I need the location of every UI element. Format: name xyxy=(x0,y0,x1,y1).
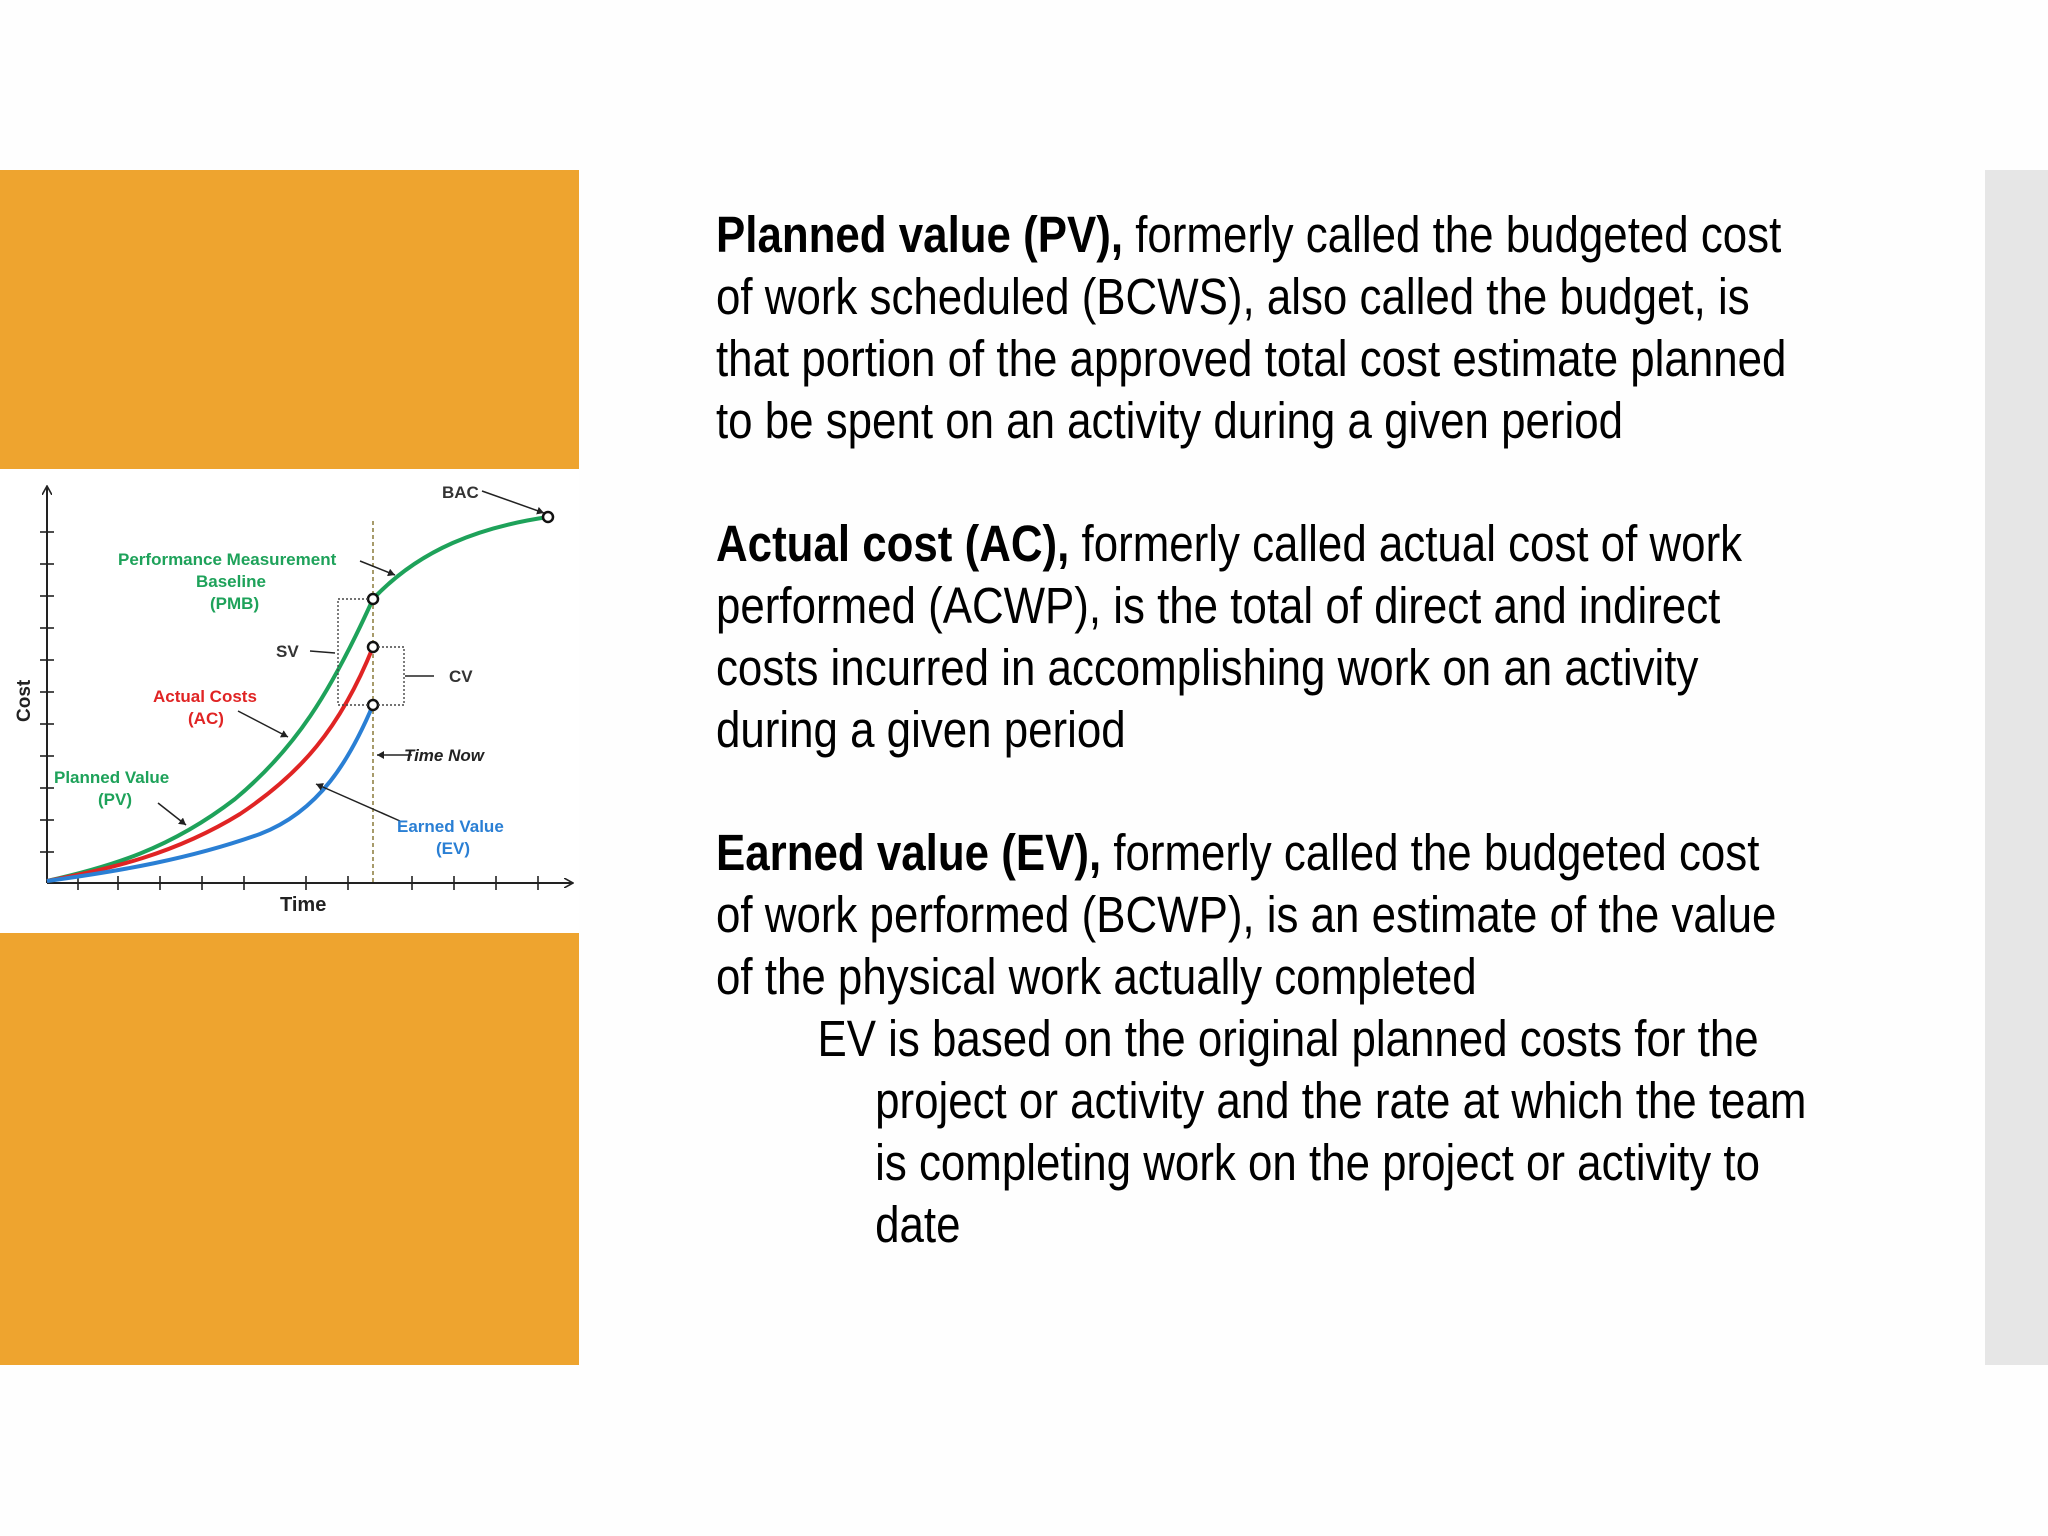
bac-leader xyxy=(482,491,544,513)
pv-line-4: to be spent on an activity during a given period xyxy=(716,392,1624,449)
earned-value-diagram xyxy=(0,469,579,933)
ac-definition xyxy=(716,513,1748,761)
ac-label-line1: Actual Costs xyxy=(153,687,257,706)
ev-leader xyxy=(316,784,400,821)
ev-sub-line-4: date xyxy=(875,1196,961,1253)
ev-label-line2: (EV) xyxy=(436,839,470,858)
ev-line-1-rest: formerly called the budgeted cost xyxy=(1101,824,1760,881)
bac-marker xyxy=(543,512,553,522)
ev-line-1 xyxy=(716,822,1760,884)
cv-label: CV xyxy=(449,667,473,686)
pv-label-line1: Planned Value xyxy=(54,768,170,787)
ev-sub-line-2: project or activity and the rate at which the team xyxy=(875,1072,1807,1129)
ac-leader xyxy=(238,711,288,737)
side-bar xyxy=(1985,170,2048,1365)
ev-definition xyxy=(716,822,1807,1256)
pv-label-line2: (PV) xyxy=(98,790,132,809)
ac-term: Actual cost (AC), xyxy=(716,515,1070,572)
ev-term: Earned value (EV), xyxy=(716,824,1102,881)
ev-sub-line-3: is completing work on the project or activity to xyxy=(875,1134,1760,1191)
ac-label-line2: (AC) xyxy=(188,709,224,728)
ac-curve xyxy=(47,647,373,881)
pv-line-2: of work scheduled (BCWS), also called the budget, is xyxy=(716,268,1750,325)
sv-label: SV xyxy=(276,642,299,661)
ac-line-3: costs incurred in accomplishing work on an activity xyxy=(716,639,1699,696)
pv-leader xyxy=(158,803,186,825)
bac-label: BAC xyxy=(442,483,479,502)
pv-line-1-rest: formerly called the budgeted cost xyxy=(1123,206,1782,263)
pv-line-1 xyxy=(716,204,1782,266)
ac-line-2: performed (ACWP), is the total of direct and indirect xyxy=(716,577,1721,634)
ev-line-3: of the physical work actually completed xyxy=(716,948,1477,1005)
ac-line-4: during a given period xyxy=(716,701,1126,758)
pmb-leader xyxy=(360,561,395,575)
ev-marker xyxy=(368,700,378,710)
cv-bracket xyxy=(378,647,404,705)
y-axis-label: Cost xyxy=(14,679,35,722)
ev-curve xyxy=(47,705,373,881)
accent-block-bottom xyxy=(0,933,579,1365)
pmb-label-line1: Performance Measurement xyxy=(118,550,337,569)
accent-block-top xyxy=(0,170,579,469)
ac-line-1 xyxy=(716,513,1748,575)
sv-leader xyxy=(310,651,335,653)
ac-line-1-rest: formerly called actual cost of work xyxy=(1069,515,1743,572)
pv-definition xyxy=(716,204,1787,452)
earned-value-figure xyxy=(0,469,579,933)
time-now-label: Time Now xyxy=(404,746,484,765)
ev-sub-line-1: EV is based on the original planned costs for the xyxy=(817,1010,1759,1067)
pv-term: Planned value (PV), xyxy=(716,206,1124,263)
pmb-label-line3: (PMB) xyxy=(210,594,260,613)
definitions-text xyxy=(716,204,1807,1256)
ev-label-line1: Earned Value xyxy=(397,817,504,836)
x-axis-label: Time xyxy=(280,894,327,916)
pmb-marker xyxy=(368,594,378,604)
pmb-label-line2: Baseline xyxy=(196,572,266,591)
ev-line-2: of work performed (BCWP), is an estimate of the value xyxy=(716,886,1777,943)
ac-marker xyxy=(368,642,378,652)
pv-line-3: that portion of the approved total cost estimate planned xyxy=(716,330,1787,387)
